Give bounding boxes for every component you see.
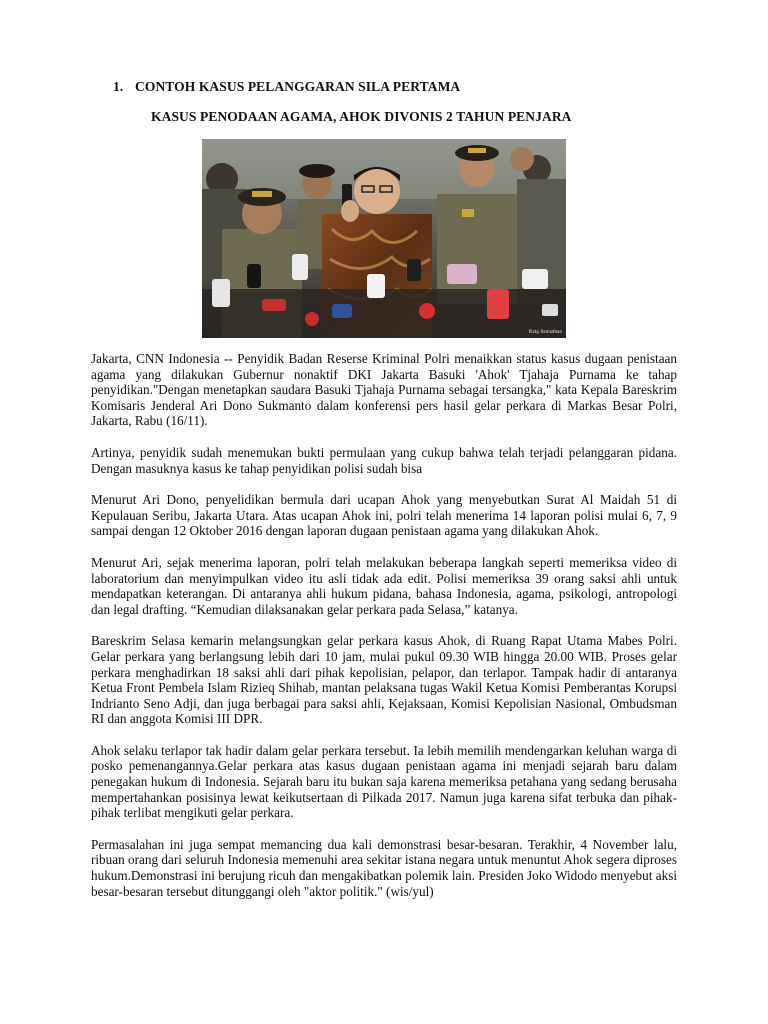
paragraph: Artinya, penyidik sudah menemukan bukti permulaan yang cukup bahwa telah terjadi pelanggaran pidana. Dengan masuknya kasus ke tahap penyidikan polisi sudah bisa — [91, 444, 677, 476]
paragraph: Menurut Ari Dono, penyelidikan bermula dari ucapan Ahok yang menyebutkan Surat Al Maidah 51 di Kepulauan Seribu, Jakarta Utara. Atas ucapan Ahok ini, polri telah menerima 14 laporan polisi mulai 6, 7, 9 sampai dengan 12 Oktober 2016 dengan laporan dugaan penistaan agama yang dilakukan Ahok. — [91, 492, 677, 539]
paragraph: Menurut Ari, sejak menerima laporan, polri telah melakukan beberapa langkah seperti memeriksa video di laboratorium dan menyimpulkan video itu asli tidak ada edit. Polisi memeriksa 39 orang saksi ahli untuk mendapatkan keterangan. Di antaranya ahli hukum pidana, bahasa Indonesia, agama, psikologi, antropologi dan legal drafting. “Kemudian dilaksanakan gelar perkara pada Selasa,” katanya. — [91, 554, 677, 617]
news-photo-illustration — [202, 139, 566, 338]
section-title: CONTOH KASUS PELANGGARAN SILA PERTAMA — [135, 79, 461, 94]
paragraph: Ahok selaku terlapor tak hadir dalam gelar perkara tersebut. Ia lebih memilih mendengarkan keluhan warga di posko pemenangannya.Gelar perkara atas kasus dugaan penistaan agama ini menjadi sejarah baru dalam penegakan hukum di Indonesia. Sejarah baru itu bukan saja karena memeriksa petahana yang sedang berusaha mempertahankan posisinya lewat keikutsertaan di Pilkada 2017. Namun juga karena sifat terbuka dan pihak-pihak terlibat mengikuti gelar perkara. — [91, 742, 677, 821]
article-body — [91, 351, 677, 915]
paragraph: Jakarta, CNN Indonesia -- Penyidik Badan Reserse Kriminal Polri menaikkan status kasus dugaan penistaan agama yang dilakukan Gubernur nonaktif DKI Jakarta Basuki 'Ahok' Tjahaja Purnama ke tahap penyidikan."Dengan menetapkan saudara Basuki Tjahaja Purnama sebagai tersangka," kata Kepala Bareskrim Komisaris Jenderal Ari Dono Sukmanto dalam konferensi pers hasil gelar perkara di Markas Besar Polri, Jakarta, Rabu (16/11). — [91, 351, 677, 429]
paragraph: Bareskrim Selasa kemarin melangsungkan gelar perkara kasus Ahok, di Ruang Rapat Utama Mabes Polri. Gelar perkara yang berlangsung lebih dari 10 jam, mulai pukul 09.30 WIB hingga 20.00 WIB. Proses gelar perkara menghadirkan 18 saksi ahli dari pihak kepolisian, pelapor, dan terlapor. Tampak hadir di antaranya Ketua Front Pembela Islam Rizieq Shihab, mantan pelaksana tugas Wakil Ketua Komisi Pemberantas Korupsi Indrianto Seno Adji, dan juga berbagai para saksi ahli, Kejaksaan, Komisi Kepolisian Nasional, Ombudsman RI dan anggota Komisi III DPR. — [91, 633, 677, 727]
article-title: KASUS PENODAAN AGAMA, AHOK DIVONIS 2 TAHUN PENJARA — [151, 109, 572, 124]
paragraph: Permasalahan ini juga sempat memancing dua kali demonstrasi besar-besaran. Terakhir, 4 November lalu, ribuan orang dari seluruh Indonesia memenuhi area sekitar istana negara untuk menuntut Ahok segera diproses hukum.Demonstrasi ini berujung ricuh dan mengakibatkan polemik lain. Presiden Joko Widodo menyebut aksi besar-besaran tersebut ditunggangi oleh "aktor politik." (wis/yul) — [91, 836, 677, 899]
news-photo — [202, 139, 566, 338]
section-heading — [113, 79, 460, 95]
section-number: 1. — [113, 79, 124, 94]
photo-credit: Rizky Ramadhan — [528, 329, 562, 334]
